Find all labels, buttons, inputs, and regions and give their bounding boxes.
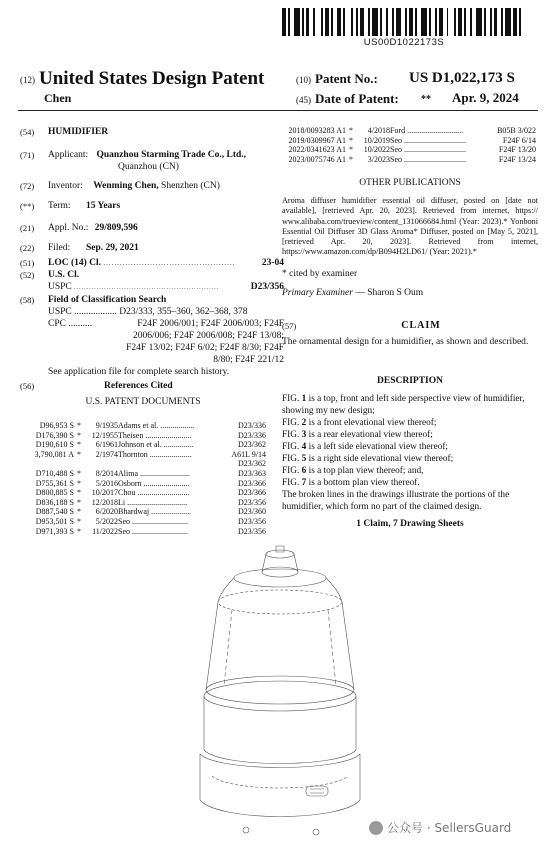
loc-label: LOC (14) Cl. xyxy=(48,258,102,268)
ref-class: D23/356 xyxy=(238,497,266,507)
figure-description: FIG. 6 is a top plan view thereof; and, xyxy=(282,466,424,476)
primary-examiner xyxy=(282,288,423,298)
design-title: HUMIDIFIER xyxy=(48,127,109,137)
applicant-body xyxy=(48,149,284,173)
ref-number: 2023/0075746 A1 xyxy=(288,154,346,164)
ref-date: 11/2022 xyxy=(92,526,118,536)
references-heading: References Cited xyxy=(104,381,173,391)
reference-row xyxy=(30,517,266,527)
broken-lines-note: The broken lines in the drawings illustrate the portions of the humidifier, which form no part of the claimed design. xyxy=(282,490,510,512)
ref-date: 6/2020 xyxy=(95,507,118,517)
inid-code: (58) xyxy=(20,295,35,305)
inid-code: (12) xyxy=(20,74,35,85)
ref-number: D190,610 S xyxy=(35,440,74,450)
classification-note: See application file for complete search history. xyxy=(48,367,230,377)
ref-date: 10/2022 xyxy=(363,145,390,155)
reference-row xyxy=(30,498,266,508)
top-knob xyxy=(276,546,284,552)
ref-class: D23/362 xyxy=(238,459,266,469)
cited-by-examiner-note: * cited by examiner xyxy=(282,269,358,279)
inventor-surname: Chen xyxy=(44,91,72,105)
claim-heading: CLAIM xyxy=(401,320,441,331)
figure-description: FIG. 1 is a top, front and left side perspective view of humidifier, showing my new design; xyxy=(282,394,525,416)
date-of-patent: Apr. 9, 2024 xyxy=(452,90,519,105)
ref-name: Seo ............................... xyxy=(390,135,466,145)
inid-code: (**) xyxy=(20,201,35,211)
ref-name: Thornton ..................... xyxy=(118,449,192,459)
ref-number: D953,501 S xyxy=(35,516,74,526)
reference-row xyxy=(30,440,266,450)
reference-row xyxy=(286,145,536,155)
ref-date: 5/2022 xyxy=(95,516,118,526)
dome-shoulders xyxy=(218,578,342,602)
classification-body xyxy=(48,294,284,377)
filed-label: Filed: xyxy=(48,243,71,253)
date-mark: ** xyxy=(421,94,431,105)
inid-code: (22) xyxy=(20,243,35,253)
reference-row xyxy=(30,421,266,431)
label: Date of Patent: xyxy=(315,91,399,106)
control-buttons xyxy=(310,789,324,793)
classification-label: Field of Classification Search xyxy=(48,295,167,305)
ref-class: D23/336 xyxy=(238,430,266,440)
ref-number xyxy=(30,459,74,469)
inid-code: (51) xyxy=(20,258,35,268)
ref-date: 3/2023 xyxy=(367,154,390,164)
appl-no-value: 29/809,596 xyxy=(94,223,138,233)
ref-date: 2/1974 xyxy=(95,449,118,459)
base-top-ring xyxy=(204,681,356,711)
ref-name: Li .............................. xyxy=(118,497,188,507)
ref-class: D23/356 xyxy=(238,526,266,536)
ref-class: F24F 13/20 xyxy=(498,145,536,155)
claims-count: 1 Claim, 7 Drawing Sheets xyxy=(356,519,464,529)
uspc-label: USPC xyxy=(48,282,72,292)
term-body xyxy=(48,200,284,212)
applicant-label: Applicant: xyxy=(48,150,89,160)
cpc-lines xyxy=(94,318,284,366)
ref-star: * xyxy=(77,488,81,498)
ref-name: Theisen ....................... xyxy=(118,430,192,440)
examiner-label: Primary Examiner xyxy=(282,288,353,298)
reference-row xyxy=(286,155,536,165)
reference-row xyxy=(30,469,266,479)
appl-no-body xyxy=(48,222,284,234)
ref-number: D887,540 S xyxy=(35,507,74,517)
reference-row xyxy=(30,507,266,517)
ref-date xyxy=(84,459,118,469)
cpc-label: CPC .......... xyxy=(48,319,93,329)
ref-date: 9/1935 xyxy=(95,421,118,430)
cpc-line: F24F 13/02; F24F 6/02; F24F 8/30; F24F xyxy=(126,343,284,353)
us-cl-label: U.S. Cl. xyxy=(48,270,80,280)
ref-number: D96,953 S xyxy=(39,421,74,430)
ref-star: * xyxy=(349,145,353,155)
ref-name: Chou .......................... xyxy=(118,488,190,498)
ref-class: F24F 6/14 xyxy=(502,135,536,145)
field-applicant xyxy=(20,149,270,175)
tank-base-ring xyxy=(206,676,354,704)
ref-name: Bhardwaj .................... xyxy=(118,507,192,517)
other-publications-text: Aroma diffuser humidifier essential oil diffuser, posted on [date not available], [retrieved Apr. 20, 2023]. Retrieved from internet, https:// www.alibaba.com/trueview/content_131066684.html (Year: 2023).* Yonboni Essential Oil Diffuser 3D Glass Aroma* Diffuser, posted on [May 5, 2021], [retrieved Apr. 20, 2023]. Retrieved from internet, https://www.amazon.com/dp/B094H2LD61/ (Year: 2021).* xyxy=(282,196,538,257)
term-value: 15 Years xyxy=(86,201,121,211)
dot-leader: .......................................................... xyxy=(74,285,220,291)
ref-class: D23/366 xyxy=(238,488,266,498)
ref-date: 10/2019 xyxy=(363,135,390,145)
ref-number: D836,188 S xyxy=(35,497,74,507)
ref-class: D23/356 xyxy=(238,516,266,526)
ref-star: * xyxy=(77,449,81,459)
ref-name: Alima ......................... xyxy=(118,468,190,478)
ref-name: Seo ............................... xyxy=(390,154,466,164)
date-of-patent-label xyxy=(296,91,399,107)
ref-star: * xyxy=(77,430,81,440)
ref-date: 12/1955 xyxy=(91,430,118,440)
patent-type-title xyxy=(20,68,264,90)
ref-name: Osborn ....................... xyxy=(118,478,190,488)
reference-row xyxy=(30,431,266,441)
ref-class: F24F 13/24 xyxy=(498,154,536,164)
patent-number: US D1,022,173 S xyxy=(409,70,515,86)
control-panel xyxy=(306,786,328,796)
filed-body xyxy=(48,242,284,254)
ref-star: * xyxy=(77,440,81,450)
reference-row xyxy=(30,450,266,460)
ref-star: * xyxy=(77,421,81,430)
dome-base-ring xyxy=(218,590,342,614)
ref-class: D23/360 xyxy=(238,507,266,517)
ref-star: * xyxy=(77,468,81,478)
upper-dome-ring xyxy=(234,569,326,587)
patent-number-label xyxy=(296,71,378,87)
claim-text: The ornamental design for a humidifier, as shown and described. xyxy=(282,337,529,347)
ref-number: D800,885 S xyxy=(35,488,74,498)
applicant-city: Quanzhou (CN) xyxy=(118,162,179,172)
inid-code: (54) xyxy=(20,127,35,137)
ref-star: * xyxy=(77,526,81,536)
examiner-name: — Sharon S Oum xyxy=(355,288,424,298)
ref-number: 3,790,081 A xyxy=(34,449,74,459)
figure-description: FIG. 5 is a right side elevational view thereof; xyxy=(282,454,454,464)
cpc-line: 8/80; F24F 221/12 xyxy=(213,355,284,365)
inid-code: (45) xyxy=(296,95,311,105)
inventor-label: Inventor: xyxy=(48,181,83,191)
ref-date: 12/2018 xyxy=(91,497,118,507)
references-right-list xyxy=(286,126,536,164)
term-label: Term: xyxy=(48,201,71,211)
reference-row xyxy=(30,488,266,498)
ref-star: * xyxy=(77,497,81,507)
ref-date: 10/2017 xyxy=(91,488,118,498)
base-mid-curve xyxy=(204,750,356,764)
inid-code: (57) xyxy=(282,321,297,331)
us-cl-body xyxy=(48,269,284,294)
inventor-name: Wenming Chen, xyxy=(93,181,159,191)
other-publications-heading: OTHER PUBLICATIONS xyxy=(359,178,461,188)
ref-class: D23/362 xyxy=(238,440,266,450)
ref-number: D755,361 S xyxy=(35,478,74,488)
figure-description: FIG. 3 is a rear elevational view thereof; xyxy=(282,430,433,440)
figure-description: FIG. 7 is a bottom plan view thereof. xyxy=(282,478,420,488)
description-heading: DESCRIPTION xyxy=(377,376,443,386)
figure-description: FIG. 4 is a left side elevational view thereof; xyxy=(282,442,449,452)
loc-value: 23-04 xyxy=(261,258,284,268)
ref-star: * xyxy=(77,507,81,517)
ref-date: 8/2014 xyxy=(95,468,118,478)
references-left-list xyxy=(30,421,266,536)
ref-name: Seo ............................ xyxy=(118,526,188,536)
base-band-top xyxy=(200,754,360,768)
filed-value: Sep. 29, 2021 xyxy=(86,243,139,253)
ref-name: Adams et al. ................. xyxy=(118,421,195,430)
ref-number: 2018/0093283 A1 xyxy=(288,126,346,135)
applicant-name: Quanzhou Starming Trade Co., Ltd., xyxy=(96,150,247,160)
inid-code: (72) xyxy=(20,181,35,191)
ref-star: * xyxy=(349,135,353,145)
ref-star xyxy=(74,459,84,469)
barcode xyxy=(282,8,526,36)
ref-date: 5/2016 xyxy=(95,478,118,488)
ref-class: D23/363 xyxy=(238,468,266,478)
loc-body xyxy=(48,257,284,269)
cpc-line: 2006/006; F24F 2006/008; F24F 13/08; xyxy=(133,331,284,341)
dot-leader: ................................................ xyxy=(103,259,236,267)
inid-code: (52) xyxy=(20,270,35,280)
base-lower-sides xyxy=(200,754,360,800)
ref-name xyxy=(118,459,228,469)
appl-no-label: Appl. No.: xyxy=(48,223,89,233)
classification-uspc: USPC .................. D23/333, 355–360, 362–368, 378 xyxy=(48,307,248,317)
ref-class: A61L 9/14 xyxy=(231,449,266,459)
ref-date: 6/1961 xyxy=(95,440,118,450)
reference-row xyxy=(286,136,536,146)
us-patent-documents-heading: U.S. PATENT DOCUMENTS xyxy=(85,397,201,407)
ref-name: Seo ............................... xyxy=(390,145,466,155)
inid-code: (21) xyxy=(20,223,35,233)
cpc-line: F24F 2006/001; F24F 2006/003; F24F xyxy=(137,319,284,329)
field-classification-search xyxy=(20,294,284,377)
inventor-city: Shenzhen (CN) xyxy=(161,181,220,191)
label: Patent No.: xyxy=(315,71,378,86)
ref-number: D971,393 S xyxy=(35,526,74,536)
ref-number: D710,488 S xyxy=(35,468,74,478)
foot-right xyxy=(313,829,319,835)
ref-star: * xyxy=(77,516,81,526)
description-body xyxy=(282,393,538,513)
reference-row xyxy=(30,527,266,537)
watermark-text: 公众号 · SellersGuard xyxy=(387,821,512,835)
document-title: United States Design Patent xyxy=(39,68,265,89)
inid-code: (10) xyxy=(296,75,311,85)
base-band-detail xyxy=(212,776,348,788)
reference-row xyxy=(30,459,266,469)
base-bottom xyxy=(200,800,360,817)
ref-star: * xyxy=(349,126,353,135)
header-divider xyxy=(18,110,538,111)
ref-class: D23/336 xyxy=(238,421,266,430)
reference-row xyxy=(286,126,536,136)
inid-code: (71) xyxy=(20,150,35,160)
ref-class: B05B 3/022 xyxy=(497,126,536,135)
ref-name: Seo ............................ xyxy=(118,516,188,526)
humidifier-drawing xyxy=(160,540,400,848)
ref-number: 2019/0309967 A1 xyxy=(288,135,346,145)
ref-class: D23/366 xyxy=(238,478,266,488)
ref-number: 2022/0341623 A1 xyxy=(288,145,346,155)
us-cl-value: D23/356 xyxy=(250,282,284,292)
ref-number: D176,390 S xyxy=(35,430,74,440)
watermark xyxy=(369,819,511,836)
ref-name: Ford ............................ xyxy=(390,126,464,135)
barcode-bar xyxy=(521,8,525,36)
top-cap-rim xyxy=(266,550,294,558)
inid-code: (56) xyxy=(20,381,35,391)
ref-star: * xyxy=(77,478,81,488)
barcode-text: US00D1022173S xyxy=(363,37,445,48)
tank-inner-line-left xyxy=(224,610,232,686)
foot-left xyxy=(243,827,249,833)
top-cap-base xyxy=(262,567,298,577)
ref-name: Johnson et al. ............... xyxy=(118,440,194,450)
ref-date: 4/2018 xyxy=(367,126,390,135)
reference-row xyxy=(30,479,266,489)
figure-description: FIG. 2 is a front elevational view thereof; xyxy=(282,418,437,428)
tank-inner-line-right xyxy=(328,610,336,686)
wechat-icon xyxy=(369,821,383,835)
inventor-body xyxy=(48,180,284,192)
field-us-cl xyxy=(20,269,284,293)
ref-star: * xyxy=(349,154,353,164)
